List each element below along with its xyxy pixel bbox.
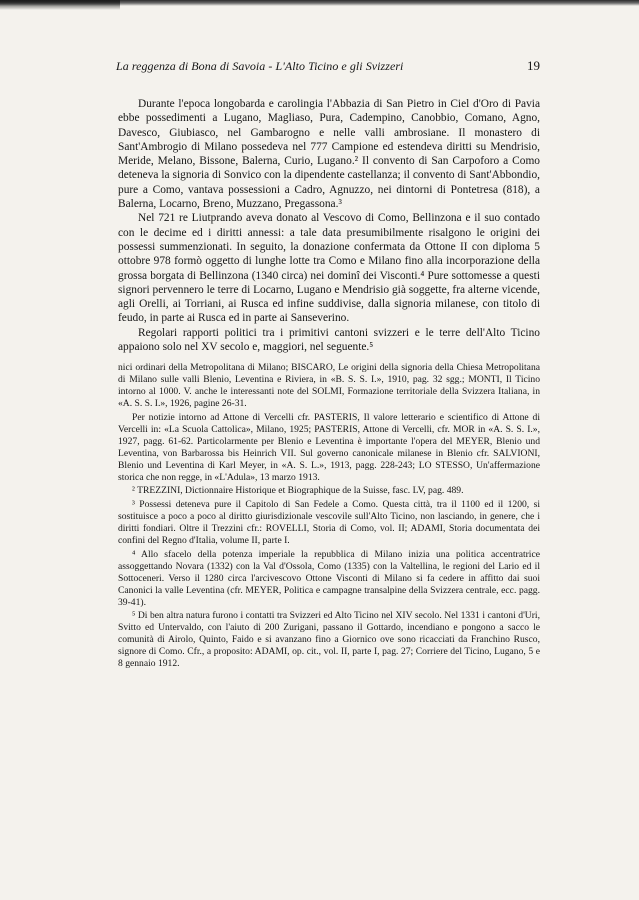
page-number: 19 xyxy=(527,58,540,73)
footnote: ² TREZZINI, Dictionnaire Historique et Biographique de la Suisse, fasc. LV, pag. 489. xyxy=(132,485,464,497)
book-page xyxy=(118,58,540,672)
paragraph: Durante l'epoca longobarda e carolingia l'Abbazia di San Pietro in Ciel d'Oro di Pavia ebbe possedimenti a Lugano, Magliaso, Pura, Cadempino, Canobbio, Comano, Agno, Davesco, Giubiasco, nel Gambarogno e nelle valli ambrosiane. Il monastero di Sant'Ambrogio di Milano possedeva nel 777 Campione ed estendeva diritti su Mendrisio, Meride, Melano, Bissone, Balerna, Curio, Lugano.² Il convento di San Carpoforo a Como deteneva la signoria di Sonvico con la dipendente castellanza; il convento di Sant'Abbondio, pure a Como, vantava possessioni a Cadro, Agnuzzo, nei dintorni di Pontetresa (818), a Balerna, Locarno, Breno, Muzzano, Pregassona.³ xyxy=(118,98,540,211)
paragraph: Nel 721 re Liutprando aveva donato al Vescovo di Como, Bellinzona e il suo contado con le decime ed i diritti annessi: a tale data presumibilmente risalgono le origini dei possessi summenzionati. In seguito, la donazione confermata da Ottone II con diploma 5 ottobre 978 formò oggetto di lunghe lotte tra Como e Milano fino alla incorporazione della grossa borgata di Bellinzona (1340 circa) nei dominî dei Visconti.⁴ Pure sottomesse a questi signori pervennero le terre di Locarno, Lugano e Mendrisio già soggette, fra alterne vicende, agli Orelli, ai Torriani, ai Rusca ed infine suddivise, dalla signoria milanese, con titolo di feudo, in parte ai Rusca ed in parte ai Sanseverino. xyxy=(118,212,540,325)
running-header xyxy=(116,58,540,74)
footnote: ⁴ Allo sfacelo della potenza imperiale la repubblica di Milano inizia una politica accentratrice assoggettando Novara (1332) con la Val d'Ossola, Como (1335) con la Valtellina, le regioni del Lario ed il Sottoceneri. Verso il 1280 circa l'arcivescovo Ottone Visconti di Milano si fa cedere in affitto dai suoi Canonici la valle Leventina (cfr. MEYER, Politica e campagne transalpine della Svizzera centrale, ecc. pagg. 39-41). xyxy=(118,548,540,608)
main-text xyxy=(118,97,540,354)
running-title: La reggenza di Bona di Savoia - L'Alto Ticino e gli Svizzeri xyxy=(116,59,404,73)
paragraph: Regolari rapporti politici tra i primitivi cantoni svizzeri e le terre dell'Alto Ticino appaiono solo nel XV secolo e, maggiori, nel seguente.⁵ xyxy=(118,326,540,354)
footnote-separator xyxy=(118,354,540,362)
footnote: ³ Possessi deteneva pure il Capitolo di San Fedele a Como. Questa città, tra il 1100 ed il 1200, si sostituisce a poco a poco al diritto giurisdizionale vescovile sull'Alto Ticino, non lasciando, in genere, che i diritti fondiari. Oltre il Trezzini cfr.: ROVELLI, Storia di Como, vol. II; ADAMI, Storia documentata dei confini del Regno d'Italia, volume II, parte I. xyxy=(118,499,540,547)
footnote: ⁵ Di ben altra natura furono i contatti tra Svizzeri ed Alto Ticino nel XIV secolo. Nel 1331 i cantoni d'Uri, Svitto ed Untervaldo, con l'aiuto di 200 Zurigani, passano il Gottardo, incendiano e pongono a sacco le comunità di Airolo, Quinto, Faido e si avanzano fino a Giornico ove sono ricacciati da Franchino Rusco, signore di Como. Cfr., a proposito: ADAMI, op. cit., vol. II, parte I, pag. 27; Corriere del Ticino, Lugano, 5 e 8 gennaio 1912. xyxy=(118,610,540,670)
footnote: nici ordinari della Metropolitana di Milano; BISCARO, Le origini della signoria della Chiesa Metropolitana di Milano sulle valli Blenio, Leventina e Riviera, in «B. S. S. I.», 1910, pag. 32 sgg.; MONTI, Il Ticino intorno al 1000. V. anche le interessanti note del SOLMI, Formazione territoriale della Svizzera Italiana, in «A. S. S. I.», 1926, pagine 26-31. xyxy=(118,362,540,410)
footnotes xyxy=(118,362,540,670)
scan-corner-shadow xyxy=(0,0,120,10)
footnote: Per notizie intorno ad Attone di Vercelli cfr. PASTERIS, Il valore letterario e scientifico di Attone di Vercelli in: «La Scuola Cattolica», Milano, 1925; PASTERIS, Attone di Vercelli, cfr. MOR in «A. S. S. I.», 1927, pagg. 61-62. Particolarmente per Blenio e Leventina è importante l'opera del MEYER, Blenio und Leventina, von Barbarossa bis Heinrich VII. Sul governo canonicale milanese in Blenio cfr. SALVIONI, Blenio und Leventina di Karl Meyer, in «A. S. L.», 1913, pagg. 228-243; LO STESSO, Un'affermazione storica che non regge, in «L'Adula», 13 marzo 1913. xyxy=(118,411,540,483)
